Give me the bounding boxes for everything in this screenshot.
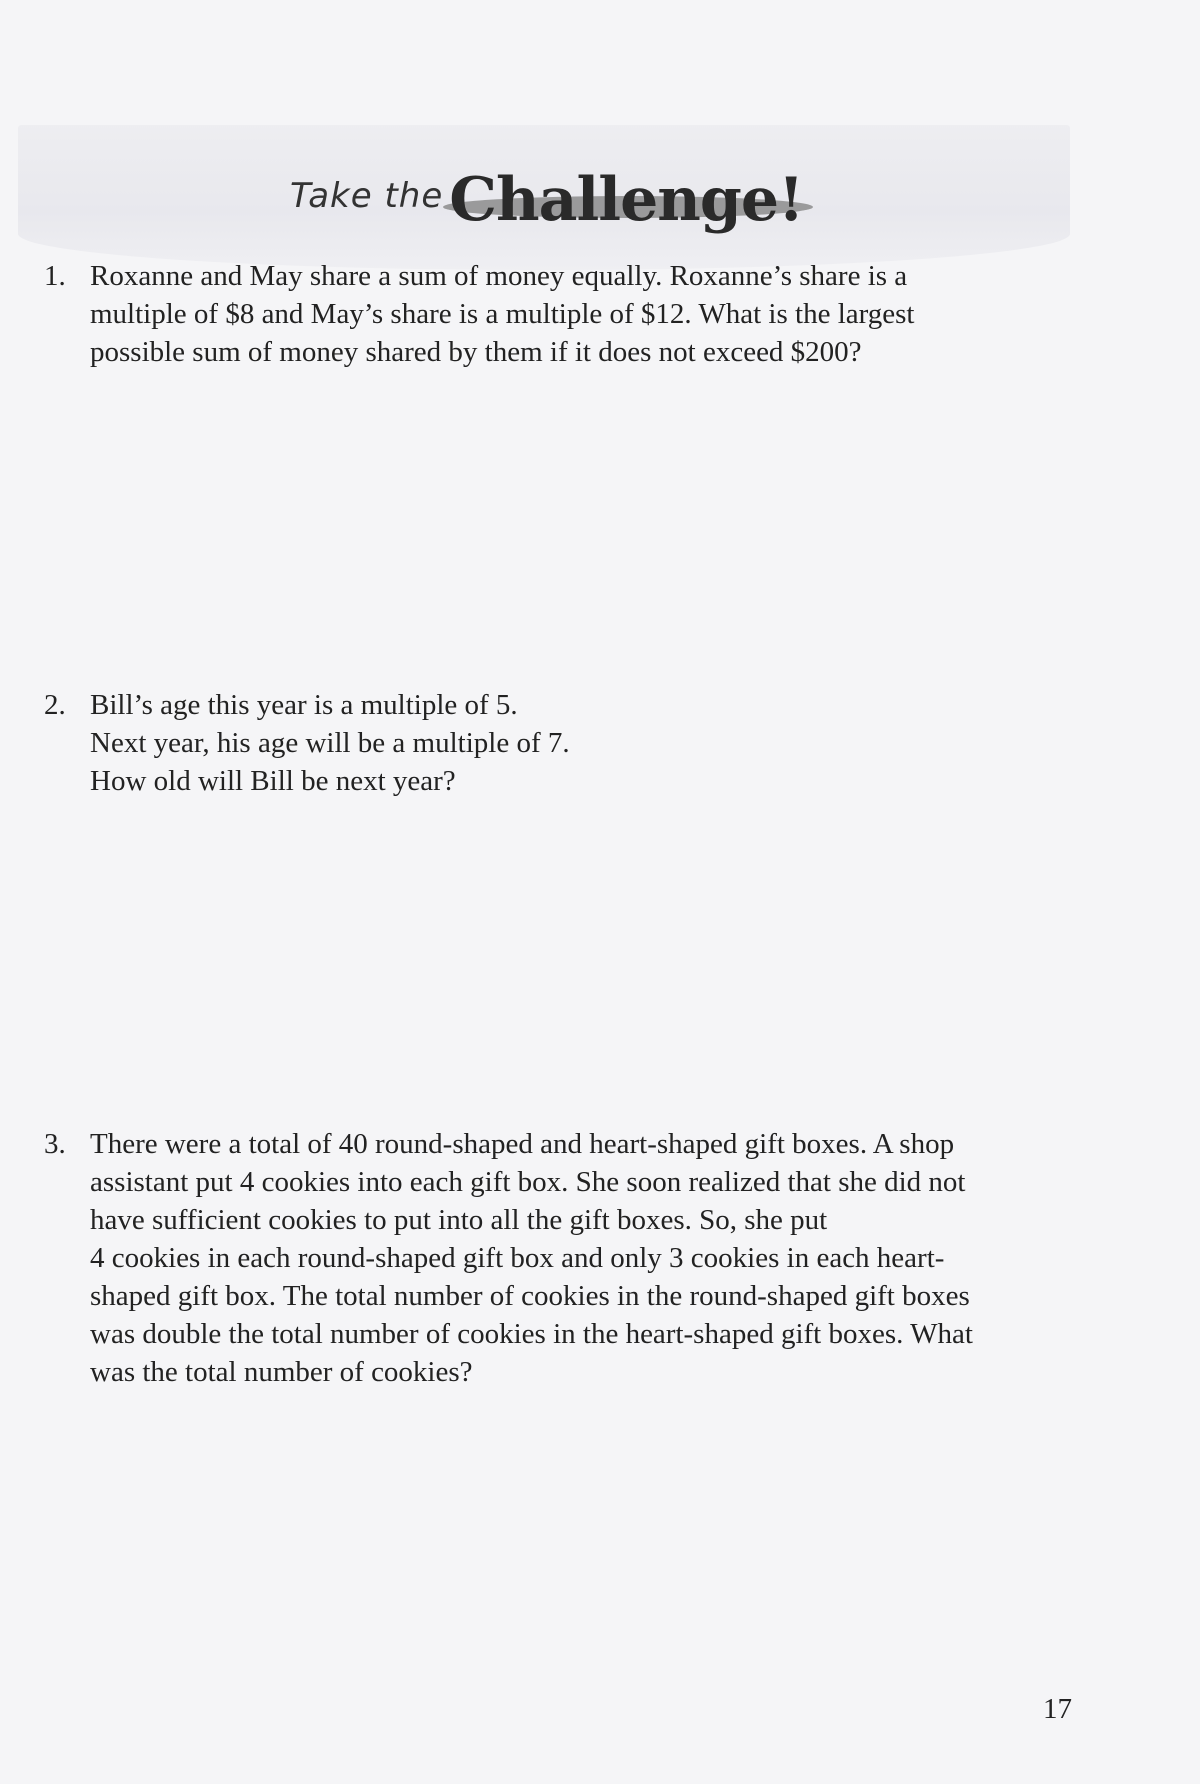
page-title — [290, 130, 804, 235]
question-line: Roxanne and May share a sum of money equally. Roxanne’s share is a — [90, 260, 908, 292]
question-line: was double the total number of cookies in the heart-shaped gift boxes. What — [90, 1318, 973, 1350]
question-2 — [44, 686, 1072, 800]
page-number: 17 — [1043, 1693, 1072, 1725]
question-text — [90, 686, 1072, 800]
question-number: 2. — [44, 689, 66, 721]
question-number: 1. — [44, 260, 66, 292]
question-line: shaped gift box. The total number of cookies in the round-shaped gift boxes — [90, 1280, 970, 1312]
question-line: was the total number of cookies? — [90, 1356, 473, 1388]
question-text — [90, 1125, 1072, 1391]
question-line: have sufficient cookies to put into all the gift boxes. So, she put — [90, 1204, 828, 1236]
question-line: There were a total of 40 round-shaped and heart-shaped gift boxes. A shop — [90, 1128, 955, 1160]
question-line: How old will Bill be next year? — [90, 765, 456, 797]
question-line: assistant put 4 cookies into each gift box. She soon realized that she did not — [90, 1166, 966, 1198]
title-main: Challenge! — [449, 165, 804, 235]
title-prefix: Take the — [290, 176, 444, 216]
title-main-wrap — [449, 165, 804, 235]
question-line: 4 cookies in each round-shaped gift box and only 3 cookies in each heart- — [90, 1242, 945, 1274]
question-line: possible sum of money shared by them if it does not exceed $200? — [90, 336, 862, 368]
question-line: Next year, his age will be a multiple of 7. — [90, 727, 570, 759]
question-3 — [44, 1125, 1072, 1391]
question-number: 3. — [44, 1128, 66, 1160]
question-text — [90, 257, 1072, 371]
question-line: multiple of $8 and May’s share is a multiple of $12. What is the largest — [90, 298, 915, 330]
question-1 — [44, 257, 1072, 371]
question-line: Bill’s age this year is a multiple of 5. — [90, 689, 518, 721]
